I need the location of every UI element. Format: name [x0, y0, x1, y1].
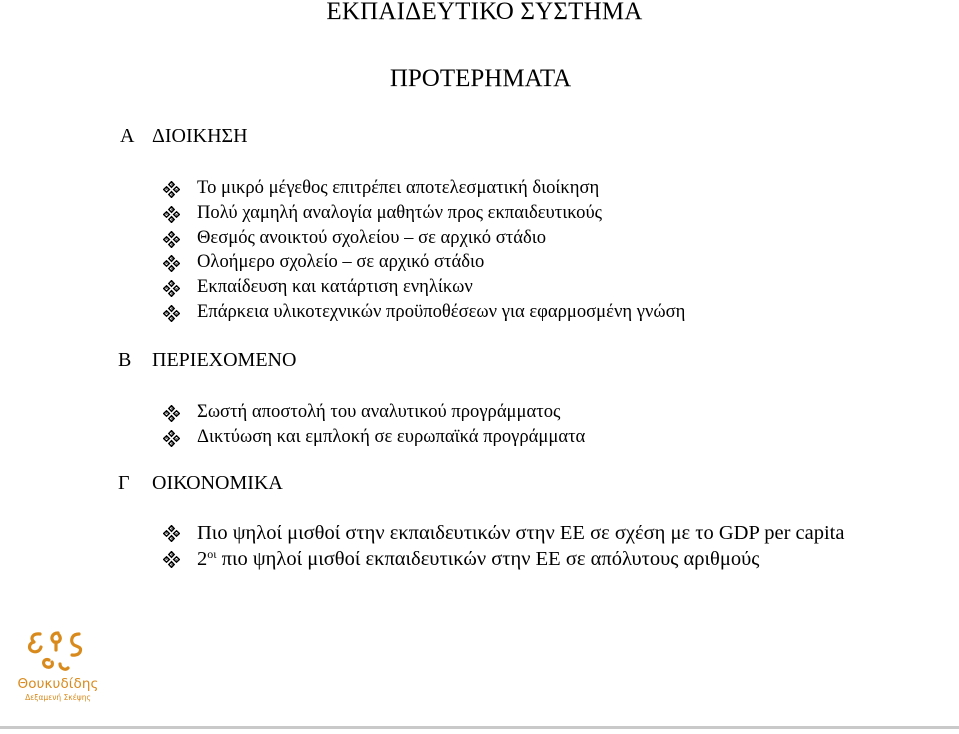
- four-diamond-bullet-icon: [163, 430, 180, 447]
- section-b-list: [163, 400, 585, 450]
- section-b-letter: Β: [118, 349, 132, 371]
- list-item: Θεσμός ανοικτού σχολείου – σε αρχικό στάδιο: [163, 226, 685, 251]
- four-diamond-bullet-icon: [163, 525, 180, 542]
- page-title: ΕΚΠΑΙΔΕΥΤΙΚΟ ΣΥΣΤΗΜΑ: [326, 0, 643, 25]
- logo-tagline: Δεξαμενή Σκέψης: [25, 693, 91, 702]
- four-diamond-bullet-icon: [163, 551, 180, 568]
- thoukydidis-logo: [16, 630, 100, 702]
- section-a-letter: Α: [120, 125, 135, 147]
- page-subtitle: ΠΡΟΤΕΡΗΜΑΤΑ: [389, 65, 572, 92]
- list-item: $2^{o\iota}$ πιο ψηλοί μισθοί εκπαιδευτικών στην ΕΕ σε απόλυτους αριθμούς: [163, 546, 844, 572]
- four-diamond-bullet-icon: [163, 405, 180, 422]
- section-a-heading: ΔΙΟΙΚΗΣΗ: [152, 125, 248, 147]
- list-item: Πιο ψηλοί μισθοί στην εκπαιδευτικών στην ΕΕ σε σχέση με το GDP per capita: [163, 520, 844, 546]
- list-item: Πολύ χαμηλή αναλογία μαθητών προς εκπαιδευτικούς: [163, 201, 685, 226]
- bottom-divider: [0, 726, 959, 729]
- list-item: Το μικρό μέγεθος επιτρέπει αποτελεσματική διοίκηση: [163, 176, 685, 201]
- section-b-heading: ΠΕΡΙΕΧΟΜΕΝΟ: [152, 349, 297, 371]
- four-diamond-bullet-icon: [163, 305, 180, 322]
- logo-name: Θουκυδίδης: [17, 676, 99, 692]
- section-c-letter: Γ: [118, 472, 130, 494]
- list-item: Επάρκεια υλικοτεχνικών προϋποθέσεων για εφαρμοσμένη γνώση: [163, 300, 685, 325]
- four-diamond-bullet-icon: [163, 231, 180, 248]
- four-diamond-bullet-icon: [163, 181, 180, 198]
- list-item: Δικτύωση και εμπλοκή σε ευρωπαϊκά προγράμματα: [163, 425, 585, 450]
- four-diamond-bullet-icon: [163, 255, 180, 272]
- section-a-list: [163, 176, 685, 325]
- four-diamond-bullet-icon: [163, 206, 180, 223]
- section-c-list: [163, 520, 844, 572]
- section-c-heading: ΟΙΚΟΝΟΜΙΚΑ: [152, 472, 283, 494]
- list-item: Ολοήμερο σχολείο – σε αρχικό στάδιο: [163, 250, 685, 275]
- list-item: Σωστή αποστολή του αναλυτικού προγράμματος: [163, 400, 585, 425]
- logo-mark-icon: [16, 630, 100, 674]
- list-item: Εκπαίδευση και κατάρτιση ενηλίκων: [163, 275, 685, 300]
- four-diamond-bullet-icon: [163, 280, 180, 297]
